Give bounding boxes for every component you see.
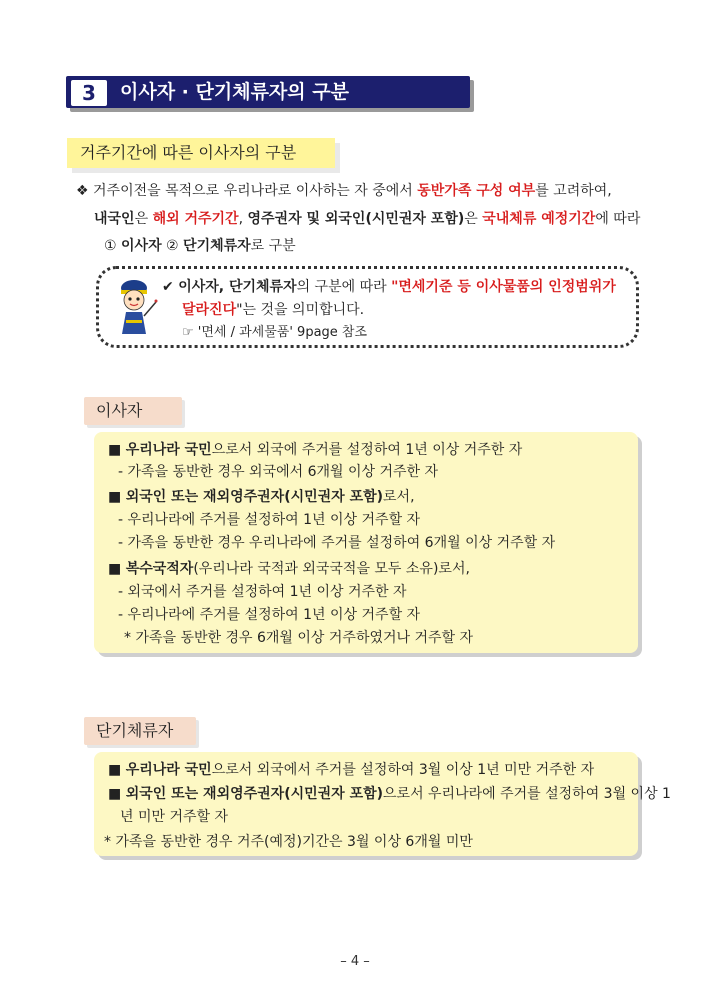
diamond-bullet-icon: ❖ (76, 183, 89, 199)
section-title: 이사자 · 단기체류자의 구분 (120, 81, 349, 103)
movers-item-2: ■ 외국인 또는 재외영주권자(시민권자 포함)로서, (108, 489, 415, 505)
movers-tab-label: 이사자 (96, 401, 143, 420)
movers-item-2-sub-1: - 우리나라에 주거를 설정하여 1년 이상 거주할 자 (118, 512, 421, 528)
movers-item-2-sub-2: - 가족을 동반한 경우 우리나라에 주거를 설정하여 6개월 이상 거주할 자 (118, 535, 556, 551)
page-number: – 4 – (340, 954, 370, 969)
short-stay-item-2-cont: 년 미만 거주할 자 (120, 809, 229, 825)
short-stay-note: * 가족을 동반한 경우 거주(예정)기간은 3월 이상 6개월 미만 (104, 834, 473, 850)
police-mascot-icon (112, 276, 158, 338)
subheading: 거주기간에 따른 이사자의 구분 (80, 143, 297, 162)
short-stay-item-1: ■ 우리나라 국민으로서 외국에서 주거를 설정하여 3월 이상 1년 미만 거주한 자 (108, 762, 595, 778)
note-line-1: ✔ 이사자, 단기체류자의 구분에 따라 "면세기준 등 이사물품의 인정범위가 (162, 279, 616, 295)
intro-line-2: 내국인은 해외 거주기간, 영주권자 및 외국인(시민권자 포함)은 국내체류 예정기간에 따라 (94, 211, 641, 227)
short-stay-tab-label: 단기체류자 (96, 721, 174, 740)
movers-item-3-note: * 가족을 동반한 경우 6개월 이상 거주하였거나 거주할 자 (124, 630, 474, 646)
square-bullet-icon: ■ (108, 762, 122, 778)
intro-line-3: ① 이사자 ② 단기체류자로 구분 (104, 238, 296, 254)
square-bullet-icon: ■ (108, 561, 122, 577)
check-icon: ✔ (162, 279, 174, 295)
square-bullet-icon: ■ (108, 786, 122, 802)
note-line-3: ☞ '면세 / 과세물품' 9page 참조 (182, 325, 368, 340)
section-number: 3 (70, 79, 108, 107)
intro-line-1: ❖ 거주이전을 목적으로 우리나라로 이사하는 자 중에서 동반가족 구성 여부를 고려하여, (76, 183, 612, 199)
movers-item-3-sub-1: - 외국에서 주거를 설정하여 1년 이상 거주한 자 (118, 584, 407, 600)
square-bullet-icon: ■ (108, 442, 122, 458)
note-line-2: 달라진다"는 것을 의미합니다. (182, 302, 365, 318)
movers-item-1: ■ 우리나라 국민으로서 외국에 주거를 설정하여 1년 이상 거주한 자 (108, 442, 523, 458)
movers-item-3: ■ 복수국적자(우리나라 국적과 외국국적을 모두 소유)로서, (108, 561, 470, 577)
movers-item-3-sub-2: - 우리나라에 주거를 설정하여 1년 이상 거주할 자 (118, 607, 421, 623)
square-bullet-icon: ■ (108, 489, 122, 505)
short-stay-item-2: ■ 외국인 또는 재외영주권자(시민권자 포함)으로서 우리나라에 주거를 설정하여 3월 이상 1 (108, 786, 671, 802)
movers-item-1-sub: - 가족을 동반한 경우 외국에서 6개월 이상 거주한 자 (118, 464, 439, 480)
